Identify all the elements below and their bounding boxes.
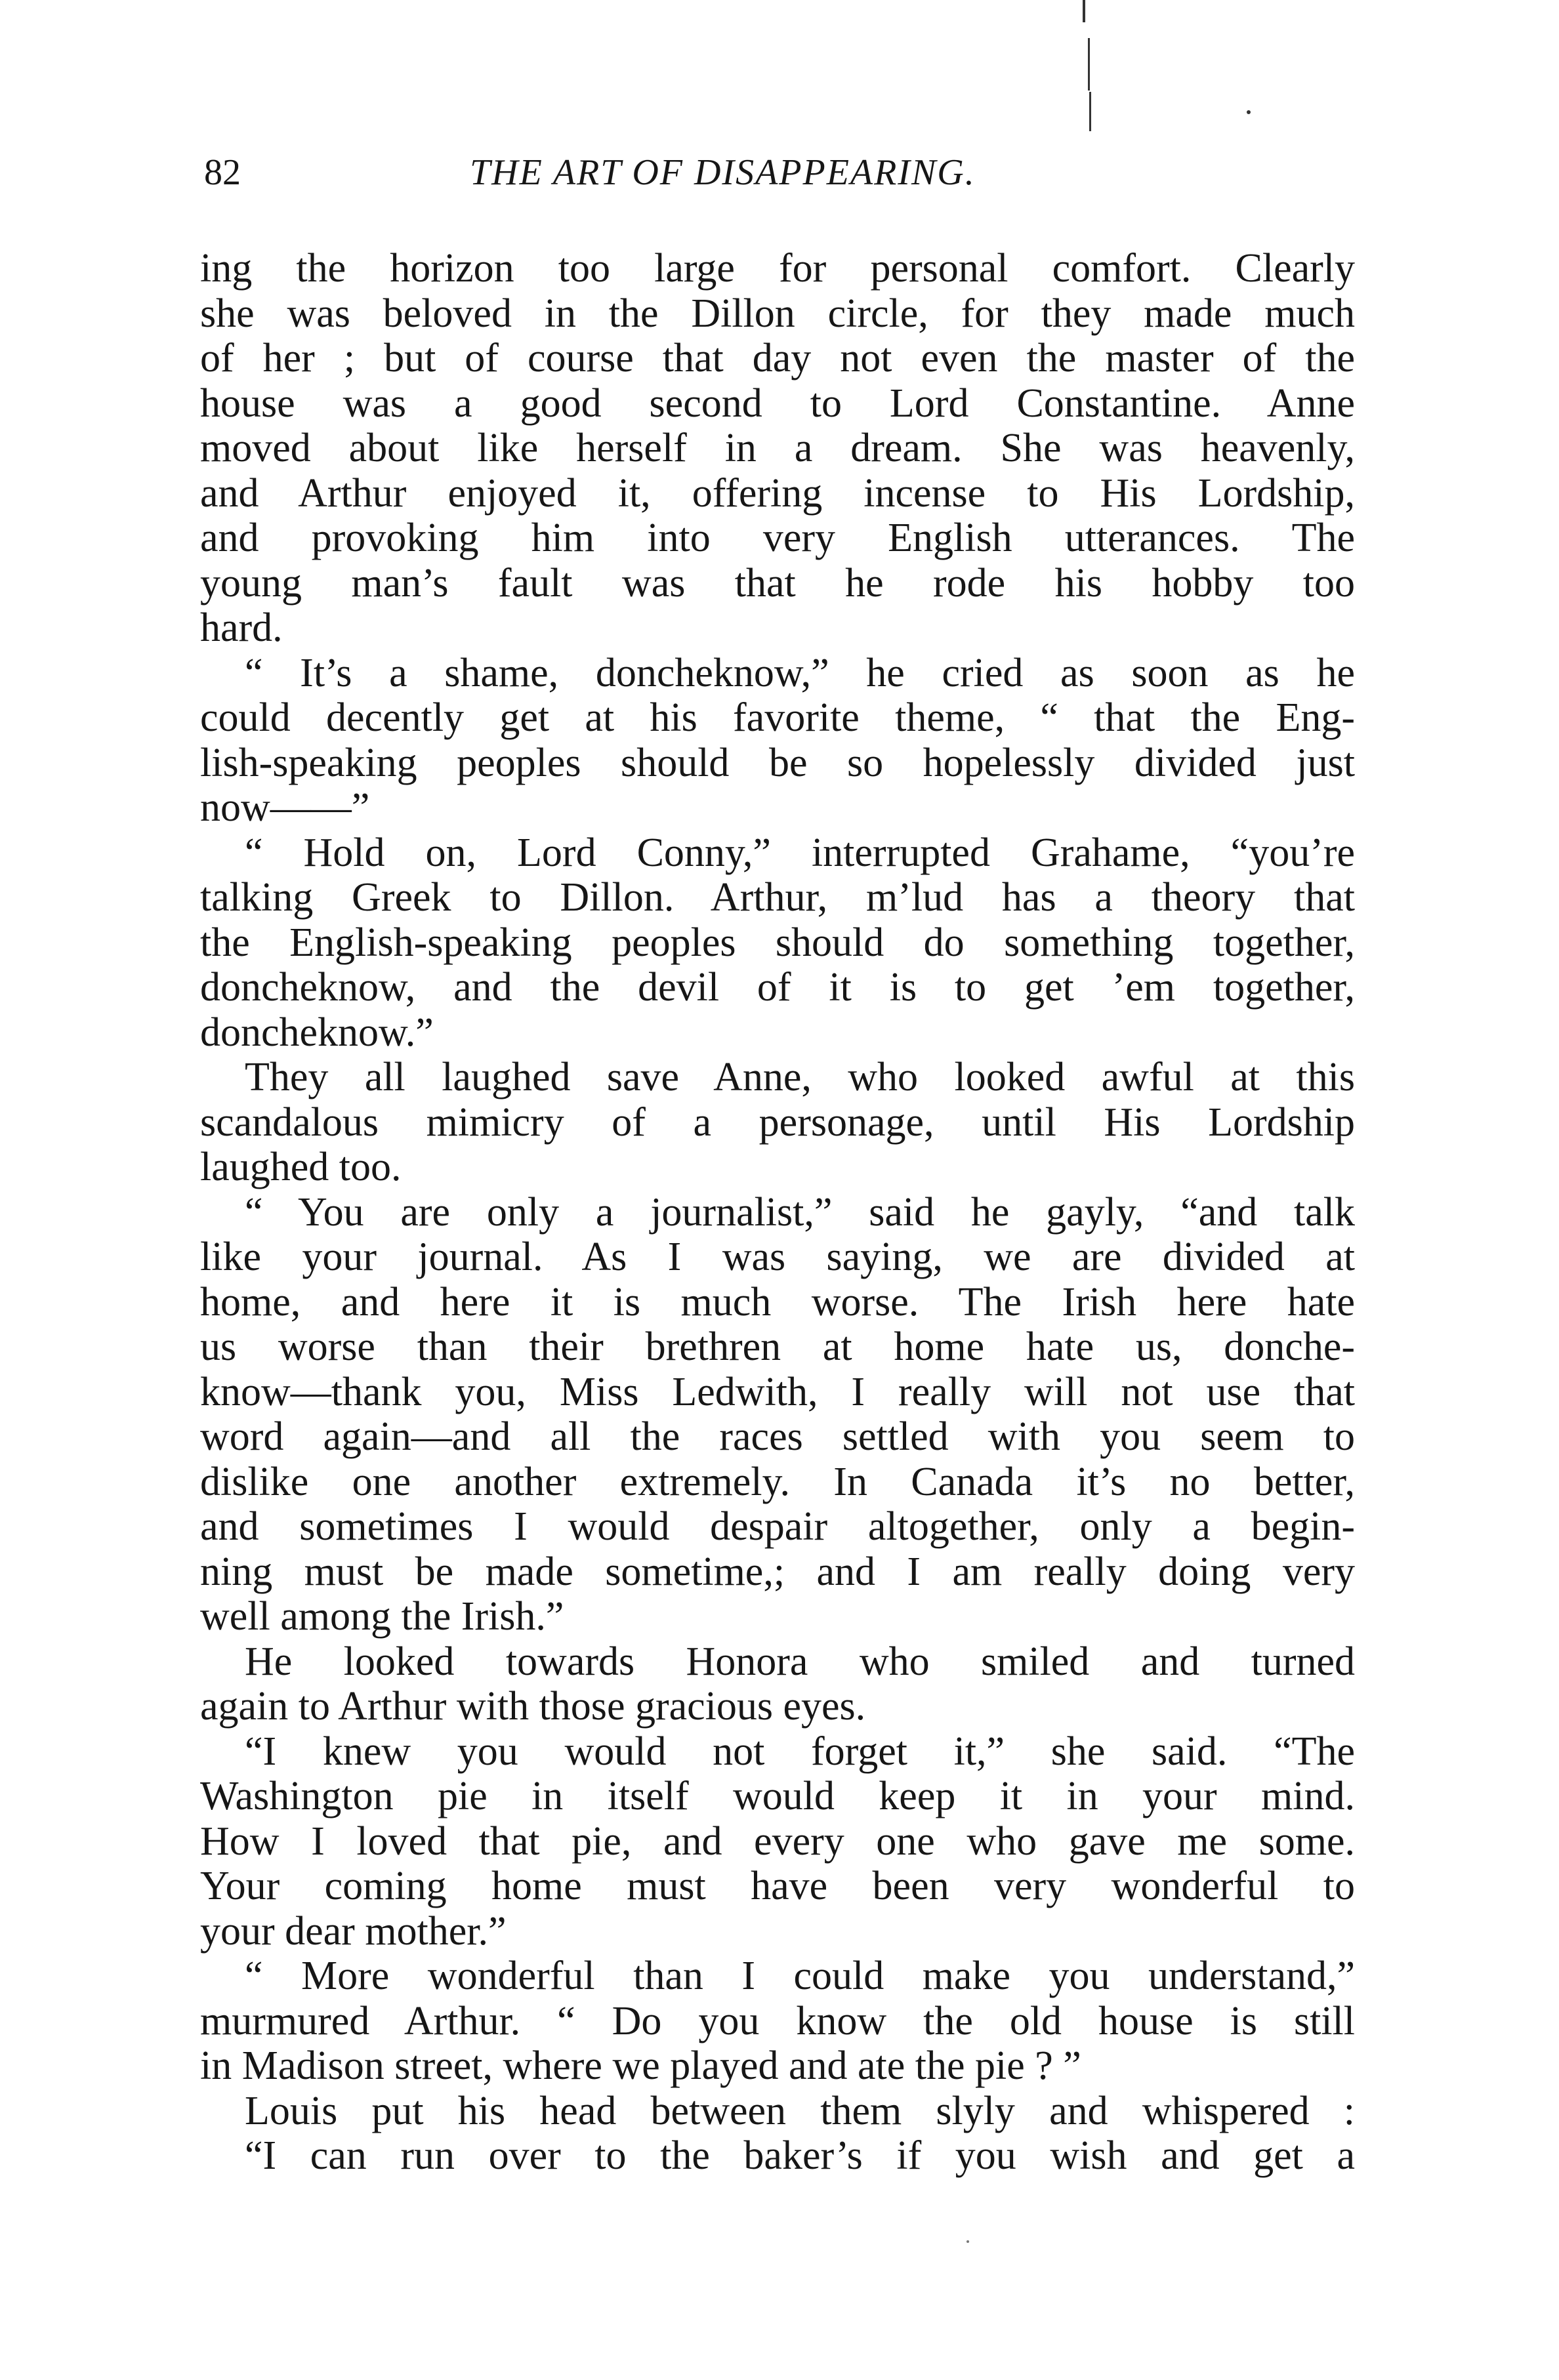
text-line: word again—and all the races settled with you seem to [200,1414,1355,1459]
text-line: know—thank you, Miss Ledwith, I really will not use that [200,1369,1355,1414]
text-line: ning must be made sometime,; and I am really doing very [200,1549,1355,1594]
text-line: well among the Irish.” [200,1594,564,1639]
page-number: 82 [204,152,241,193]
text-line: Your coming home must have been very wonderful to [200,1864,1355,1908]
text-line: your dear mother.” [200,1908,507,1954]
text-line: in Madison street, where we played and ate the pie ? ” [200,2043,1081,2088]
text-line: “ Hold on, Lord Conny,” interrupted Grahame, “you’re [245,830,1355,875]
text-line: Washington pie in itself would keep it in your mind. [200,1774,1355,1818]
text-line: laughed too. [200,1145,402,1189]
text-line: ing the horizon too large for personal comfort. Clearly [200,246,1355,291]
text-line: They all laughed save Anne, who looked awful at this [245,1055,1355,1099]
page-header [204,150,1359,209]
text-line: Louis put his head between them slyly and whispered : [245,2088,1355,2133]
text-line: she was beloved in the Dillon circle, for they made much [200,291,1355,336]
running-title: THE ART OF DISAPPEARING. [470,152,976,193]
text-line: hard. [200,605,283,650]
text-line: and provoking him into very English utterances. The [200,516,1355,560]
text-line: doncheknow, and the devil of it is to get ’em together, [200,965,1355,1010]
text-line: moved about like herself in a dream. She was heavenly, [200,426,1355,470]
text-line: murmured Arthur. “ Do you know the old house is still [200,1998,1355,2043]
text-line: How I loved that pie, and every one who gave me some. [200,1818,1355,1864]
text-line: “ More wonderful than I could make you understand,” [245,1954,1355,1998]
text-line: talking Greek to Dillon. Arthur, m’lud has a theory that [200,875,1355,920]
text-line: could decently get at his favorite theme, “ that the Eng- [200,695,1355,740]
text-line: “I can run over to the baker’s if you wish and get a [245,2133,1355,2178]
scan-artifact-dot [1247,110,1251,114]
text-line: home, and here it is much worse. The Irish here hate [200,1279,1355,1324]
text-line: “ You are only a journalist,” said he gayly, “and talk [245,1189,1355,1235]
text-line: young man’s fault was that he rode his hobby too [200,560,1355,605]
text-line: “I knew you would not forget it,” she said. “The [245,1729,1355,1774]
text-line: He looked towards Honora who smiled and turned [245,1639,1355,1684]
text-line: the English-speaking peoples should do something together, [200,920,1355,965]
body-text [200,246,1355,2179]
text-line: scandalous mimicry of a personage, until His Lordship [200,1099,1355,1145]
text-line: and sometimes I would despair altogether, only a begin- [200,1504,1355,1549]
text-line: and Arthur enjoyed it, offering incense to His Lordship, [200,470,1355,516]
text-line: of her ; but of course that day not even the master of the [200,336,1355,380]
text-line: dislike one another extremely. In Canada it’s no better, [200,1459,1355,1504]
scan-artifact-mark [1089,92,1091,131]
text-line: us worse than their brethren at home hate us, donche- [200,1324,1355,1369]
text-line: doncheknow.” [200,1010,434,1055]
scan-artifact-dot [967,2240,969,2243]
text-line: like your journal. As I was saying, we are divided at [200,1235,1355,1279]
scan-artifact-mark [1088,38,1090,91]
text-line: lish-speaking peoples should be so hopelessly divided just [200,740,1355,785]
text-line: now——” [200,785,370,830]
text-line: again to Arthur with those gracious eyes. [200,1684,866,1729]
text-line: house was a good second to Lord Constantine. Anne [200,380,1355,426]
scan-artifact-mark [1083,0,1085,22]
text-line: “ It’s a shame, doncheknow,” he cried as soon as he [245,650,1355,695]
